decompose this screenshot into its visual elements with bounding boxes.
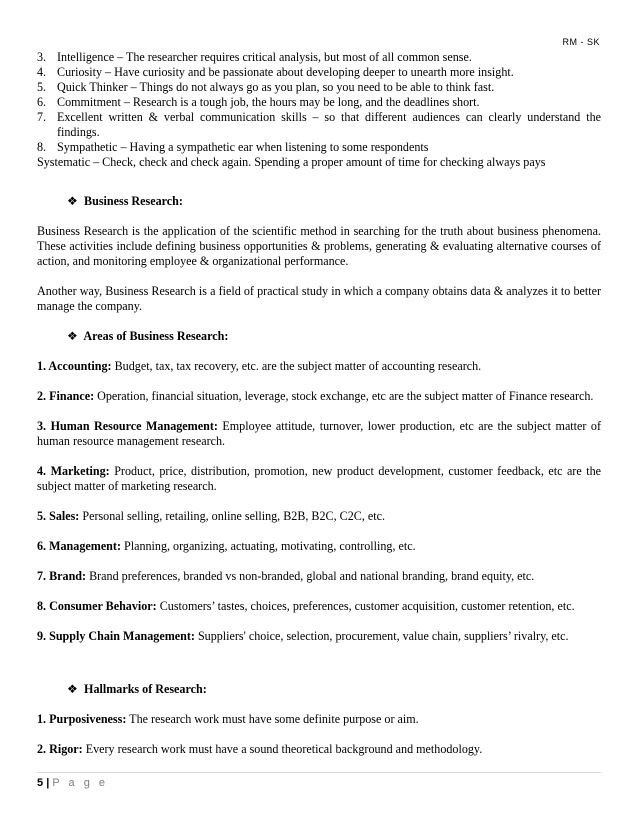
diamond-bullet-icon: ❖ [67,329,78,343]
list-number: 8. [37,140,47,154]
area-text: Operation, financial situation, leverage, stock exchange, etc are the subject matter of Finance research. [94,389,594,403]
hallmark-label: 1. Purposiveness: [37,712,127,726]
list-item [37,65,601,80]
area-label: 8. Consumer Behavior: [37,599,157,613]
area-label: 6. Management: [37,539,121,553]
area-text: Suppliers' choice, selection, procurement, value chain, suppliers’ rivalry, etc. [194,629,569,643]
footer-separator: | [46,777,50,789]
diamond-bullet-icon: ❖ [67,194,78,208]
paragraph: Business Research is the application of the scientific method in searching for the truth about business phenomena. These activities include defining business opportunities & problems, generating & evaluating alternative courses of action, and monitoring employee & organizational performance. [37,224,601,268]
list-item [37,140,601,155]
area-text: Employee attitude, turnover, lower production, etc are the subject matter of human resource management research. [37,419,601,448]
area-item [37,509,601,524]
area-item [37,389,601,404]
page-label: P a g e [52,777,108,789]
area-label: 3. Human Resource Management: [37,419,218,433]
heading-text: Hallmarks of Research: [84,682,207,696]
area-text: Product, price, distribution, promotion, new product development, customer feedback, etc are the subject matter of marketing research. [37,464,601,493]
area-label: 2. Finance: [37,389,95,403]
hallmark-item [37,712,601,727]
qualities-list [37,50,601,155]
list-item [37,50,601,65]
heading-text: Business Research: [84,194,183,208]
area-label: 9. Supply Chain Management: [37,629,195,643]
list-item [37,80,601,95]
header-tag: RM - SK [562,37,600,47]
list-text: Excellent written & verbal communication skills – so that different audiences can clearly understand the findings. [57,110,601,139]
systematic-line: Systematic – Check, check and check again. Spending a proper amount of time for checking always pays [37,155,546,169]
page-content [37,50,601,757]
area-item [37,539,601,554]
area-label: 1. Accounting: [37,359,112,373]
list-text: Commitment – Research is a tough job, the hours may be long, and the deadlines short. [57,95,480,109]
paragraph: Another way, Business Research is a field of practical study in which a company obtains data & analyzes it to better manage the company. [37,284,601,313]
list-number: 6. [37,95,47,109]
list-text: Sympathetic – Having a sympathetic ear when listening to some respondents [57,140,429,154]
page-number: 5 [37,777,44,789]
area-item [37,599,601,614]
area-item [37,464,601,494]
list-number: 7. [37,110,47,124]
area-item [37,569,601,584]
diamond-bullet-icon: ❖ [67,682,78,696]
area-text: Planning, organizing, actuating, motivating, controlling, etc. [120,539,416,553]
hallmark-label: 2. Rigor: [37,742,83,756]
list-number: 3. [37,50,47,64]
list-text: Quick Thinker – Things do not always go as you plan, so you need to be able to think fast. [57,80,495,94]
list-item [37,95,601,110]
list-number: 5. [37,80,47,94]
list-number: 4. [37,65,47,79]
hallmark-item [37,742,601,757]
area-item [37,419,601,449]
hallmark-text: Every research work must have a sound theoretical background and methodology. [82,742,483,756]
section-heading-hallmarks [37,682,601,697]
page-footer [37,772,601,789]
area-text: Personal selling, retailing, online selling, B2B, B2C, C2C, etc. [79,509,386,523]
area-text: Brand preferences, branded vs non-branded, global and national branding, brand equity, etc. [86,569,535,583]
area-label: 5. Sales: [37,509,80,523]
area-item [37,629,601,644]
list-text: Intelligence – The researcher requires critical analysis, but most of all common sense. [57,50,472,64]
area-text: Budget, tax, tax recovery, etc. are the subject matter of accounting research. [111,359,482,373]
list-text: Curiosity – Have curiosity and be passionate about developing deeper to unearth more insight. [57,65,514,79]
section-heading-business-research [37,194,601,209]
area-text: Customers’ tastes, choices, preferences, customer acquisition, customer retention, etc. [156,599,575,613]
section-heading-areas [37,329,601,344]
area-label: 4. Marketing: [37,464,110,478]
list-item [37,110,601,140]
area-item [37,359,601,374]
hallmark-text: The research work must have some definite purpose or aim. [126,712,419,726]
area-label: 7. Brand: [37,569,87,583]
heading-text: Areas of Business Research: [83,329,229,343]
